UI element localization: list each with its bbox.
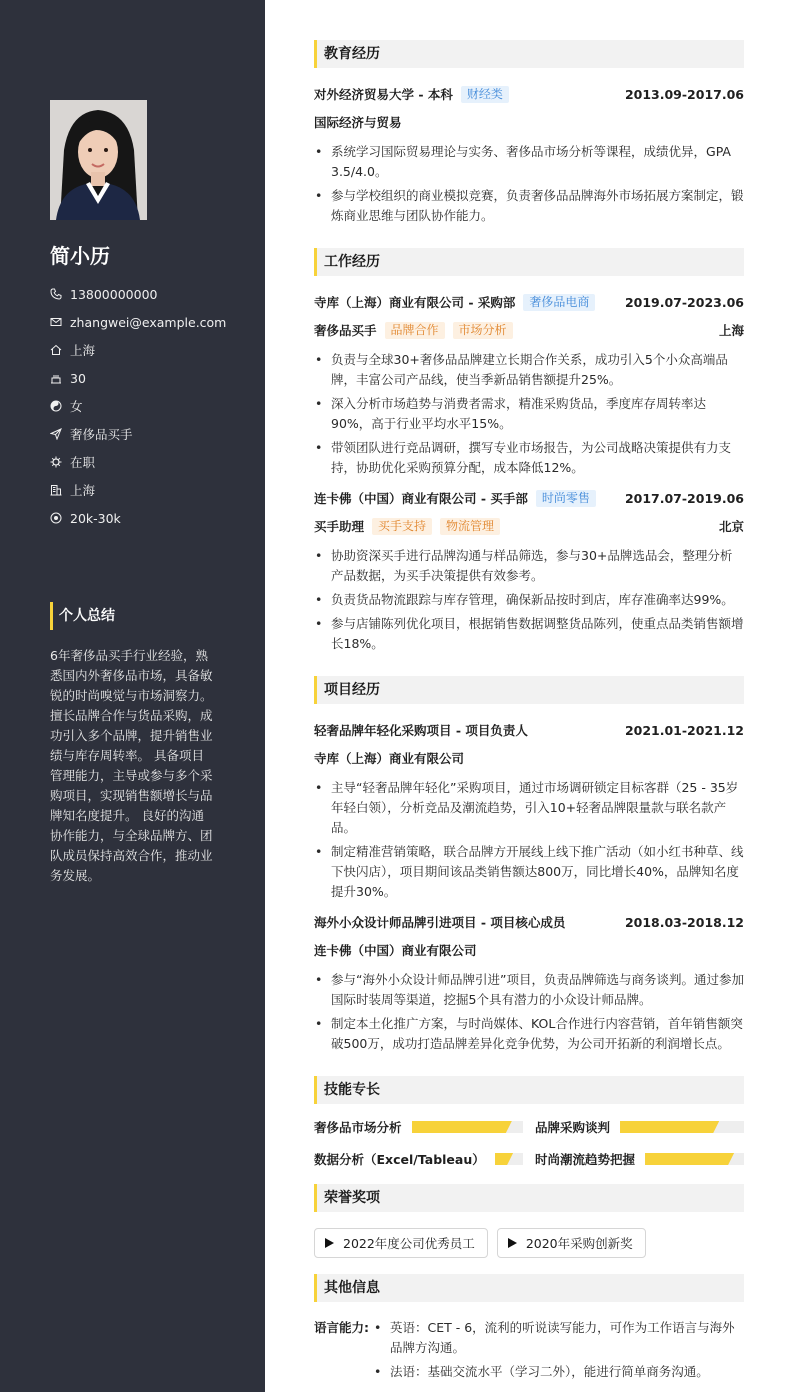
other-info [314,1314,744,1386]
skill-label: 品牌采购谈判 [535,1120,611,1135]
skill-label: 数据分析（Excel/Tableau） [314,1152,485,1167]
status-icon [50,456,62,468]
job-bullets [314,546,744,654]
list-item: • 参与店铺陈列优化项目，根据销售数据调整货品陈列，使重点品类销售额增长18%。 [314,614,744,654]
building-icon [50,484,62,496]
role-tag: 市场分析 [453,322,513,339]
email-text: zhangwei@example.com [70,314,227,330]
list-item: • 负责与全球30+奢侈品品牌建立长期合作关系，成功引入5个小众高端品牌，丰富公司产品线，使当季新品销售额提升25%。 [314,350,744,390]
project-org-row [314,936,744,964]
project-org: 连卡佛（中国）商业有限公司 [314,943,477,958]
skill-bar-fill [645,1153,734,1165]
job-header [314,484,744,512]
list-item: • 带领团队进行竞品调研，撰写专业市场报告，为公司战略决策提供有力支持，协助优化采购预算分配，成本降低12%。 [314,438,744,478]
industry-tag: 时尚零售 [536,490,596,507]
other-title: 其他信息 [314,1274,744,1302]
language-label: 语言能力: [314,1320,369,1335]
project-org: 寺库（上海）商业有限公司 [314,751,465,766]
skills-grid [314,1116,744,1170]
job-city: 上海 [718,323,744,338]
summary-title: 个人总结 [50,602,115,630]
salary-text: 20k-30k [70,510,121,526]
main-content [314,40,744,1386]
list-item: • 系统学习国际贸易理论与实务、奢侈品市场分析等课程，成绩优异，GPA 3.5/4.0。 [314,142,744,182]
salary-icon [50,512,62,524]
skill-item [535,1148,744,1170]
job-date: 2019.07-2023.06 [624,294,744,310]
skill-label: 时尚潮流趋势把握 [535,1152,636,1167]
home-icon [50,344,62,356]
role-tag: 买手支持 [372,518,432,535]
company-name: 寺库（上海）商业有限公司 - 采购部 [314,295,516,310]
info-row [50,280,250,308]
skill-bar-fill [495,1153,513,1165]
role-tag: 物流管理 [440,518,500,535]
project-header [314,716,744,744]
list-item: • 法语：基础交流水平（学习二外），能进行简单商务沟通。 [370,1362,744,1382]
age-icon [50,372,62,384]
info-row [50,476,250,504]
projects-title: 项目经历 [314,676,744,704]
skill-item [314,1116,523,1138]
job-header [314,288,744,316]
award-item [314,1228,488,1258]
city-text: 上海 [70,483,96,498]
award-item [497,1228,646,1258]
skill-label: 奢侈品市场分析 [314,1120,402,1135]
info-row [50,336,250,364]
list-item: • 深入分析市场趋势与消费者需求，精准采购货品，季度库存周转率达90%，高于行业平均水平15%。 [314,394,744,434]
company-name: 连卡佛（中国）商业有限公司 - 买手部 [314,491,528,506]
project-bullets [314,778,744,902]
list-item: • 负责货品物流跟踪与库存管理，确保新品按时到店，库存准确率达99%。 [314,590,744,610]
info-row [50,504,250,532]
project-bullets [314,970,744,1054]
education-header [314,80,744,108]
job-role: 买手助理 [314,519,365,534]
job-role-row [314,512,744,540]
candidate-name: 简小历 [50,244,110,268]
project-org-row [314,744,744,772]
education-title: 教育经历 [314,40,744,68]
gender-icon [50,400,62,412]
major-name: 国际经济与贸易 [314,115,402,130]
phone-icon [50,288,62,300]
awards-list [314,1228,744,1258]
language-bullets [370,1314,744,1386]
project-date: 2018.03-2018.12 [624,914,744,930]
list-item: • 协助资深买手进行品牌沟通与样品筛选，参与30+品牌选品会，整理分析产品数据，为买手决策提供有效参考。 [314,546,744,586]
work-title: 工作经历 [314,248,744,276]
list-item: • 参与“海外小众设计师品牌引进”项目，负责品牌筛选与商务谈判。通过参加国际时装周等渠道，挖掘5个具有潜力的小众设计师品牌。 [314,970,744,1010]
award-label: 2020年采购创新奖 [525,1236,633,1251]
contact-info-list [50,280,250,532]
job-role: 奢侈品买手 [314,323,377,338]
age-text: 30 [70,370,86,386]
job-role-row [314,316,744,344]
info-row [50,448,250,476]
project-header [314,908,744,936]
job-bullets [314,350,744,478]
skill-bar [620,1121,744,1133]
play-icon [508,1238,517,1248]
education-bullets [314,142,744,226]
project-name: 海外小众设计师品牌引进项目 - 项目核心成员 [314,915,566,930]
project-name: 轻奢品牌年轻化采购项目 - 项目负责人 [314,723,528,738]
project-date: 2021.01-2021.12 [624,722,744,738]
gender-text: 女 [70,399,83,414]
job-city: 北京 [718,519,744,534]
info-row [50,364,250,392]
school-name: 对外经济贸易大学 - 本科 [314,87,453,102]
list-item: • 制定精准营销策略，联合品牌方开展线上线下推广活动（如小红书种草、线下快闪店），项目期间该品类销售额达800万，同比增长40%，品牌知名度提升30%。 [314,842,744,902]
info-row [50,420,250,448]
skill-item [314,1148,523,1170]
info-row [50,308,250,336]
sidebar [0,0,265,1392]
position-text: 奢侈品买手 [70,427,133,442]
award-label: 2022年度公司优秀员工 [343,1236,475,1251]
list-item: • 制定本土化推广方案，与时尚媒体、KOL合作进行内容营销，首年销售额突破500万，成功打造品牌差异化竞争优势，为公司开拓新的利润增长点。 [314,1014,744,1054]
industry-tag: 奢侈品电商 [523,294,595,311]
mail-icon [50,316,62,328]
role-tag: 品牌合作 [385,322,445,339]
skill-bar-fill [620,1121,719,1133]
skill-item [535,1116,744,1138]
awards-title: 荣誉奖项 [314,1184,744,1212]
education-tag: 财经类 [461,86,509,103]
skill-bar [645,1153,744,1165]
list-item: • 参与学校组织的商业模拟竞赛，负责奢侈品品牌海外市场拓展方案制定，锻炼商业思维与团队协作能力。 [314,186,744,226]
status-text: 在职 [70,455,96,470]
skill-bar [412,1121,523,1133]
info-row [50,392,250,420]
avatar-photo [50,100,147,220]
job-date: 2017.07-2019.06 [624,490,744,506]
location-text: 上海 [70,343,96,358]
play-icon [325,1238,334,1248]
skills-title: 技能专长 [314,1076,744,1104]
skill-bar [495,1153,523,1165]
summary-text: 6年奢侈品买手行业经验，熟悉国内外奢侈品市场，具备敏锐的时尚嗅觉与市场洞察力。 擅长品牌合作与货品采购，成功引入多个品牌，提升销售业绩与库存周转率。 具备项目管理能力，主导或参与多个采购项目，实现销售额增长与品牌知名度提升。 良好的沟通协作能力，与全球品牌方、团队成员保持高效合作，推动业务发展。 [50,648,213,883]
send-icon [50,428,62,440]
skill-bar-fill [412,1121,512,1133]
major-row [314,108,744,136]
list-item: • 主导“轻奢品牌年轻化”采购项目，通过市场调研锁定目标客群（25 - 35岁年轻白领），分析竞品及潮流趋势，引入10+轻奢品牌限量款与联名款产品。 [314,778,744,838]
phone-text: 13800000000 [70,286,158,302]
list-item: • 英语：CET - 6，流利的听说读写能力，可作为工作语言与海外品牌方沟通。 [370,1318,744,1358]
education-date: 2013.09-2017.06 [624,86,744,102]
